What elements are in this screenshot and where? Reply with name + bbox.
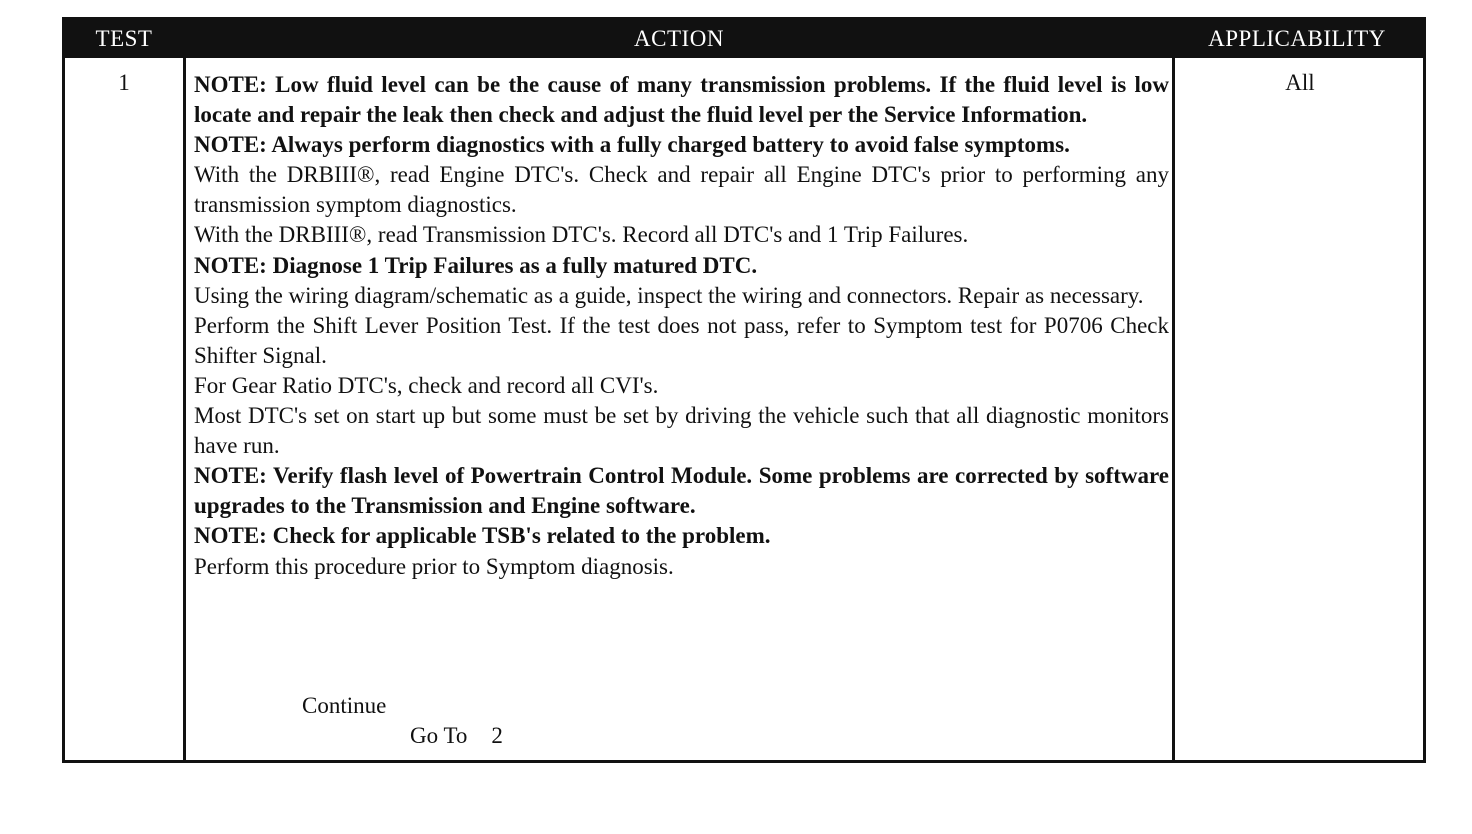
- action-step-wiring-inspection: Using the wiring diagram/schematic as a guide, inspect the wiring and connectors. Repair as necessary.: [194, 282, 1144, 308]
- test-number-cell: 1: [118, 70, 130, 95]
- goto-instruction: [410, 723, 503, 749]
- header-action: ACTION: [634, 26, 724, 51]
- applicability-cell: All: [1285, 70, 1315, 95]
- action-cell: [194, 70, 1169, 582]
- action-step-gear-ratio: For Gear Ratio DTC's, check and record all CVI's.: [194, 372, 659, 398]
- table-header-row: [65, 20, 1423, 58]
- action-note-flash-level: NOTE: Verify flash level of Powertrain Control Module. Some problems are corrected by software upgrades to the Transmission and Engine software.: [194, 463, 1169, 519]
- column-divider-test-action: [183, 58, 186, 760]
- header-applicability: APPLICABILITY: [1208, 26, 1386, 51]
- diagnostic-table: [62, 17, 1426, 763]
- continue-label: Continue: [302, 693, 387, 718]
- action-note-tsb: NOTE: Check for applicable TSB's related to the problem.: [194, 523, 771, 549]
- action-note-battery: NOTE: Always perform diagnostics with a fully charged battery to avoid false symptoms.: [194, 132, 1070, 158]
- action-step-engine-dtc: With the DRBIII®, read Engine DTC's. Check and repair all Engine DTC's prior to performing any transmission symptom diagnostics.: [194, 162, 1169, 218]
- goto-target: 2: [491, 723, 503, 748]
- action-note-trip-failures: NOTE: Diagnose 1 Trip Failures as a fully matured DTC.: [194, 252, 758, 278]
- column-divider-action-applicability: [1172, 58, 1175, 760]
- action-step-dtc-set-conditions: Most DTC's set on start up but some must be set by driving the vehicle such that all diagnostic monitors have run.: [194, 403, 1169, 459]
- action-step-shift-lever-test: Perform the Shift Lever Position Test. If the test does not pass, refer to Symptom test for P0706 Check Shifter Signal.: [194, 312, 1169, 368]
- action-note-low-fluid: NOTE: Low fluid level can be the cause of many transmission problems. If the fluid level is low locate and repair the leak then check and adjust the fluid level per the Service Information.: [194, 72, 1169, 128]
- goto-label: Go To: [410, 723, 468, 748]
- action-step-procedure-prior: Perform this procedure prior to Symptom diagnosis.: [194, 553, 674, 579]
- action-step-transmission-dtc: With the DRBIII®, read Transmission DTC's. Record all DTC's and 1 Trip Failures.: [194, 222, 969, 248]
- header-test: TEST: [95, 26, 153, 51]
